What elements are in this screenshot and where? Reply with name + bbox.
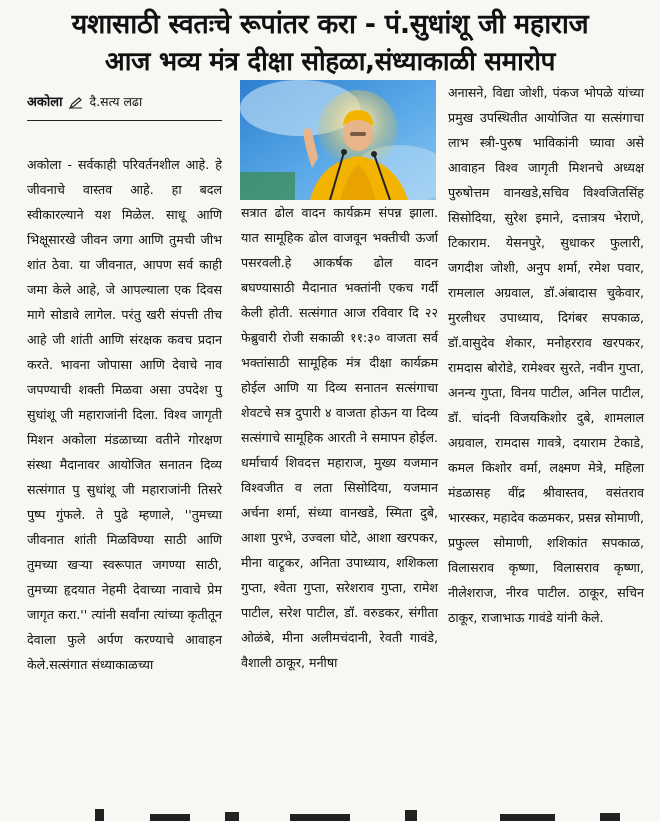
- byline-divider: [27, 120, 222, 121]
- pen-icon: [69, 97, 83, 109]
- article-column-2: सत्रात ढोल वादन कार्यक्रम संपन्न झाला. यात सामूहिक ढोल वाजवून भक्तीची ऊर्जा पसरवली.हे आकर्षक ढोल वादन बघण्यासाठी मैदानात भक्तांनी एकच गर्दी केली होती. सत्संगात आज रविवार दि २२ फेब्रुवारी रोजी सकाळी ११:३० वाजता सर्व भक्तांसाठी सामूहिक मंत्र दीक्षा कार्यक्रम होईल आणि या दिव्य सनातन सत्संगाचा शेवटचे सत्र दुपारी ४ वाजता होऊन या दिव्य सत्संगाचे सामूहिक आरती ने समापन होईल. धर्माचार्य शिवदत्त महाराज, मुख्य यजमान विश्वजीत व लता सिसोदिया, यजमान अर्चना शर्मा, संध्या वानखडे, स्मिता दुबे, आशा पुरभे, उज्वला घोटे, आशा खरपकर, मीना वाट्रूकर, अनिता उपाध्याय, शशिकला गुप्ता, श्वेता गुप्ता, सरेशराव गुप्ता, रामेश पाटील, सरेश पाटील, डॉ. वरुडकर, संगीता ओळंबे, मीना अलीमचंदानी, रेवती गावंडे, वैशाली ठाकूर, मनीषा: [241, 205, 438, 670]
- byline-place: अकोला: [27, 95, 63, 110]
- article-column-3: अनासने, विद्या जोशी, पंकज भोपळे यांच्या प्रमुख उपस्थितीत आयोजित या सत्संगाचा लाभ स्त्री-पुरुष भाविकांनी घ्यावा असे आवाहन विश्व जागृती मिशनचे अध्यक्ष पुरुषोत्तम वानखडे,सचिव विश्वजितसिंह सिसोदिया, सुरेश इमाने, दत्तात्रय भेराणे, टिकाराम. येसनपुरे, सुधाकर फुलारी, जगदीश जोशी, अनुप शर्मा, रमेश पवार, रामलाल अग्रवाल, डॉ.अंबादास चुकेवार, मुरलीधर उपाध्याय, दिगंबर सपकाळ, डॉ.वासुदेव शेकार, मनोहरराव खरपकर, रामदास बोरोडे, रामेश्वर सुरते, नवीन गुप्ता, अनन्य गुप्ता, विनय पाटील, अनिल पाटील, डॉ. चांदनी विजयकिशोर दुबे, शामलाल अग्रवाल, रामदास गावत्रे, दयाराम टेकाडे, कमल किशोर वर्मा, लक्ष्मण मेत्रे, महिला मंडळासह वींद्र श्रीवास्तव, वसंतराव भारस्कर, महादेव कळमकर, प्रसन्न सोमाणी, प्रफुल्ल सोमाणी, शशिकांत सपकाळ, विलासराव कृष्णा, विलासराव कृष्णा, नीलेशराज, नीरव पाटील. ठाकूर, सचिन ठाकूर, राजाभाऊ गावंडे यांनी केले.: [448, 85, 644, 625]
- person-speaking-icon: [240, 80, 436, 200]
- headline-line-1: यशासाठी स्वतःचे रूपांतर करा - पं.सुधांशू जी महाराज: [71, 9, 589, 40]
- headline-line-2: आज भव्य मंत्र दीक्षा सोहळा,संध्याकाळी समारोप: [104, 47, 556, 77]
- byline: [27, 92, 227, 110]
- speaker-photo: [240, 80, 436, 200]
- article-column-1: अकोला - सर्वकाही परिवर्तनशील आहे. हे जीवनाचे वास्तव आहे. हा बदल स्वीकारल्याने यश मिळेल. साधू आणि भिक्षूसारखे जीवन जगा आणि तुमची जीभ शांत ठेवा. या जीवनात, आपण सर्व काही जमा केले आहे, जे आपल्याला एक दिवस मागे सोडावे लागेल. परंतु खरी संपत्ती तीच आहे जी शांती आणि संरक्षक कवच प्रदान करते. भावना जोपासा आणि देवाचे नाव जपण्याची शक्ती मिळवा असा उपदेश पु सुधांशू जी महाराजांनी दिला. विश्व जागृती मिशन अकोला मंडळाच्या वतीने गोरक्षण संस्था मैदानावर आयोजित सनातन दिव्य सत्संगात पु सुधांशू जी महाराजांनी तिसरे पुष्प गुंफले. ते पुढे म्हणाले, ''तुमच्या जीवनात शांती मिळविण्या साठी आणि तुमच्या खऱ्या स्वरूपात जगण्या साठी, तुमच्या हृदयात नेहमी देवाच्या नावाचे प्रेम जागृत करा.'' त्यांनी सर्वांना त्यांच्या कृतीतून देवाला फुले अर्पण करण्याचे आवाहन केले.सत्संगात संध्याकाळच्या: [27, 157, 222, 672]
- next-article-cutoff: [0, 806, 660, 821]
- byline-reporter: दै.सत्य लढा: [89, 94, 143, 109]
